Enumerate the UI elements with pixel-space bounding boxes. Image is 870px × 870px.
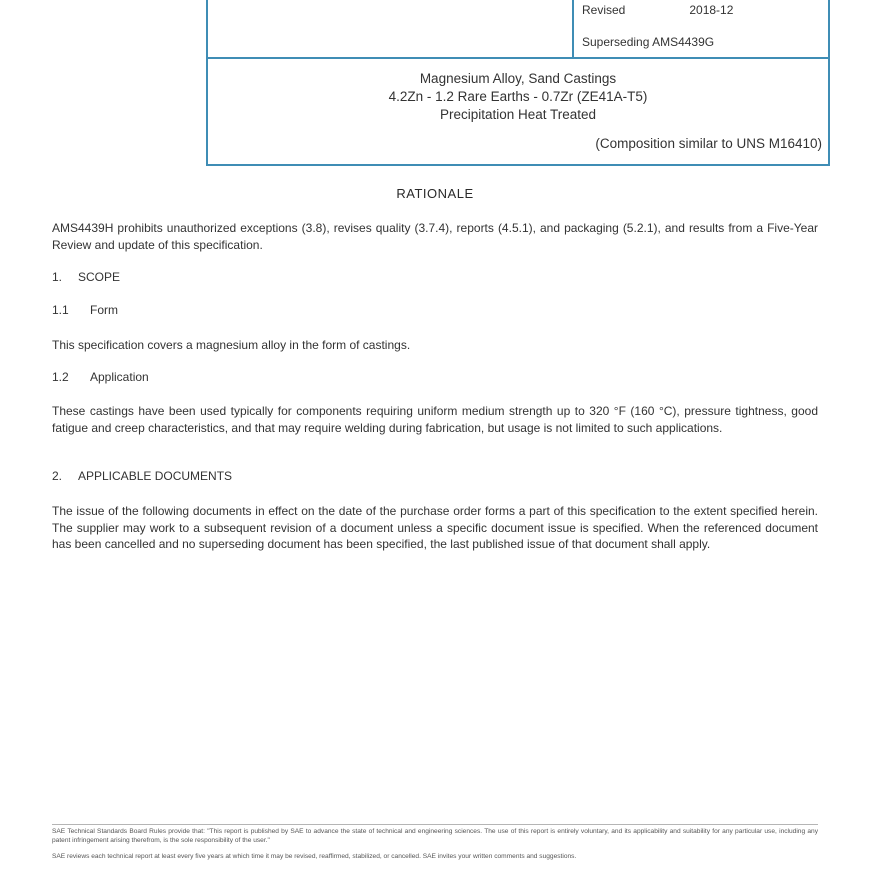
title-line-3: Precipitation Heat Treated <box>439 107 597 122</box>
section-1-title: SCOPE <box>78 270 121 284</box>
document-header-box <box>206 0 830 166</box>
superseding-row <box>582 35 714 49</box>
superseding-label: Superseding <box>582 35 650 49</box>
footer-line-1: SAE Technical Standards Board Rules provide that: "This report is published by SAE to advance the state of technical and engineering sciences. The use of this report is entirely voluntary, and its applicability and suitability for any particular use, including any patent infringement arising therefrom, is the sole responsibility of the user." <box>52 828 818 844</box>
section-1-number: 1. <box>52 270 63 284</box>
section-1-heading <box>52 270 120 284</box>
section-2-heading <box>52 469 232 483</box>
document-title <box>208 70 828 124</box>
section-1-2-text: These castings have been used typically for components requiring uniform medium strength up to 320 °F (160 °C), pressure tightness, good fatigue and creep characteristics, and that may require welding during fabrication, but usage is not limited to such applications. <box>52 404 818 435</box>
title-line-2: 4.2Zn - 1.2 Rare Earths - 0.7Zr (ZE41A-T5) <box>388 89 648 104</box>
section-1-2-heading <box>52 370 149 384</box>
revised-value: 2018-12 <box>689 3 734 17</box>
section-2-number: 2. <box>52 469 63 483</box>
title-line-1: Magnesium Alloy, Sand Castings <box>419 71 617 86</box>
rationale-heading: RATIONALE <box>396 186 474 201</box>
section-1-1-text: This specification covers a magnesium alloy in the form of castings. <box>52 338 411 352</box>
header-top-row <box>208 0 828 59</box>
header-divider <box>572 0 574 57</box>
section-1-2-title: Application <box>90 370 149 384</box>
section-2-title: APPLICABLE DOCUMENTS <box>78 469 233 483</box>
rationale-text: AMS4439H prohibits unauthorized exceptions (3.8), revises quality (3.7.4), reports (4.5.1), and packaging (5.2.1), and results from a Five-Year Review and update of this specification. <box>52 221 818 252</box>
revised-label: Revised <box>582 3 626 17</box>
superseding-value: AMS4439G <box>652 35 715 49</box>
revised-row <box>582 3 733 17</box>
section-2-text: The issue of the following documents in effect on the date of the purchase order forms a part of this specification to the extent specified herein. The supplier may work to a subsequent revision of a document unless a specific document issue is specified. When the referenced document has been cancelled and no superseding document has been specified, the last published issue of that document shall apply. <box>52 504 818 551</box>
section-1-1-title: Form <box>90 303 118 317</box>
section-1-1-number: 1.1 <box>52 303 69 317</box>
footer-rule <box>52 824 818 825</box>
footer-line-2: SAE reviews each technical report at least every five years at which time it may be revised, reaffirmed, stabilized, or cancelled. SAE invites your written comments and suggestions. <box>52 853 577 860</box>
section-1-1-heading <box>52 303 118 317</box>
section-1-2-number: 1.2 <box>52 370 69 384</box>
composition-note: (Composition similar to UNS M16410) <box>595 136 822 151</box>
